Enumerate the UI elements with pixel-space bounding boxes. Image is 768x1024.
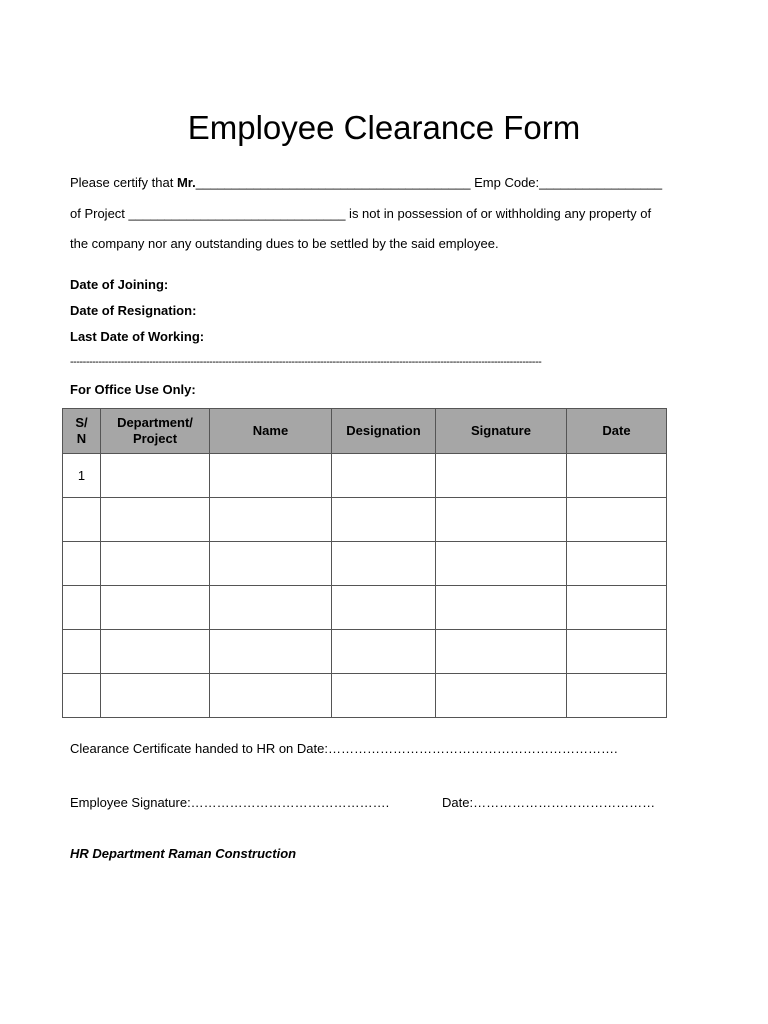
table-row — [63, 630, 667, 674]
cell-name[interactable] — [210, 586, 332, 630]
col-header-name: Name — [210, 409, 332, 454]
cell-sn — [63, 498, 101, 542]
cell-designation[interactable] — [332, 542, 436, 586]
cell-name[interactable] — [210, 630, 332, 674]
cell-sn — [63, 586, 101, 630]
col-header-department: Department/ Project — [101, 409, 210, 454]
cell-department[interactable] — [101, 498, 210, 542]
page-title: Employee Clearance Form — [187, 109, 581, 146]
cell-department[interactable] — [101, 454, 210, 498]
cell-name[interactable] — [210, 454, 332, 498]
col-header-signature: Signature — [436, 409, 567, 454]
cell-name[interactable] — [210, 542, 332, 586]
cell-date[interactable] — [567, 454, 667, 498]
emp-code-label: Emp Code: — [470, 175, 540, 190]
cell-date[interactable] — [567, 674, 667, 718]
cell-name[interactable] — [210, 674, 332, 718]
certify-line-1 — [70, 175, 662, 191]
employee-signature-line: Employee Signature:………………………………………. — [70, 795, 390, 810]
hr-department-signoff: HR Department Raman Construction — [70, 846, 297, 861]
cell-department[interactable] — [101, 542, 210, 586]
emp-code-blank[interactable]: _________________ — [539, 175, 663, 190]
table-header-row — [63, 409, 667, 454]
handed-to-hr-line: Clearance Certificate handed to HR on Date:…………………………………………………………. — [70, 741, 618, 756]
cell-designation[interactable] — [332, 586, 436, 630]
cell-signature[interactable] — [436, 542, 567, 586]
cell-designation[interactable] — [332, 498, 436, 542]
cell-sn — [63, 630, 101, 674]
office-use-label: For Office Use Only: — [70, 382, 196, 397]
col-header-sn: S/ N — [63, 409, 101, 454]
signature-date-line: Date:…………………………………… — [442, 795, 656, 810]
table-row — [63, 454, 667, 498]
cell-department[interactable] — [101, 674, 210, 718]
mr-label: Mr. — [176, 175, 196, 190]
cell-signature[interactable] — [436, 498, 567, 542]
cell-department[interactable] — [101, 630, 210, 674]
project-blank[interactable]: ______________________________ — [128, 206, 346, 221]
clearance-table — [62, 408, 667, 718]
cell-signature[interactable] — [436, 586, 567, 630]
table-row — [63, 586, 667, 630]
employee-name-blank[interactable]: ______________________________________ — [195, 175, 471, 190]
project-prefix: of Project — [70, 206, 129, 221]
cell-designation[interactable] — [332, 674, 436, 718]
date-of-resignation-label: Date of Resignation: — [70, 303, 197, 318]
cell-date[interactable] — [567, 542, 667, 586]
certify-line-3: the company nor any outstanding dues to be settled by the said employee. — [70, 236, 499, 251]
cell-sn — [63, 674, 101, 718]
cell-date[interactable] — [567, 586, 667, 630]
date-of-joining-label: Date of Joining: — [70, 277, 169, 292]
cell-sn — [63, 542, 101, 586]
cell-designation[interactable] — [332, 454, 436, 498]
table-row — [63, 674, 667, 718]
cell-date[interactable] — [567, 498, 667, 542]
cell-signature[interactable] — [436, 674, 567, 718]
table-row — [63, 498, 667, 542]
cell-name[interactable] — [210, 498, 332, 542]
cell-date[interactable] — [567, 630, 667, 674]
cell-department[interactable] — [101, 586, 210, 630]
cell-signature[interactable] — [436, 630, 567, 674]
table-row — [63, 542, 667, 586]
cell-designation[interactable] — [332, 630, 436, 674]
col-header-date: Date — [567, 409, 667, 454]
separator-line: ----------------------------------------------------------------------------------------------------------------------------------------------------- — [70, 356, 542, 368]
cell-sn: 1 — [63, 454, 101, 498]
last-working-date-label: Last Date of Working: — [70, 329, 205, 344]
col-header-designation: Designation — [332, 409, 436, 454]
cell-signature[interactable] — [436, 454, 567, 498]
certify-line-2 — [70, 206, 651, 222]
project-suffix: is not in possession of or withholding any property of — [345, 206, 652, 221]
certify-prefix: Please certify that — [70, 175, 177, 190]
